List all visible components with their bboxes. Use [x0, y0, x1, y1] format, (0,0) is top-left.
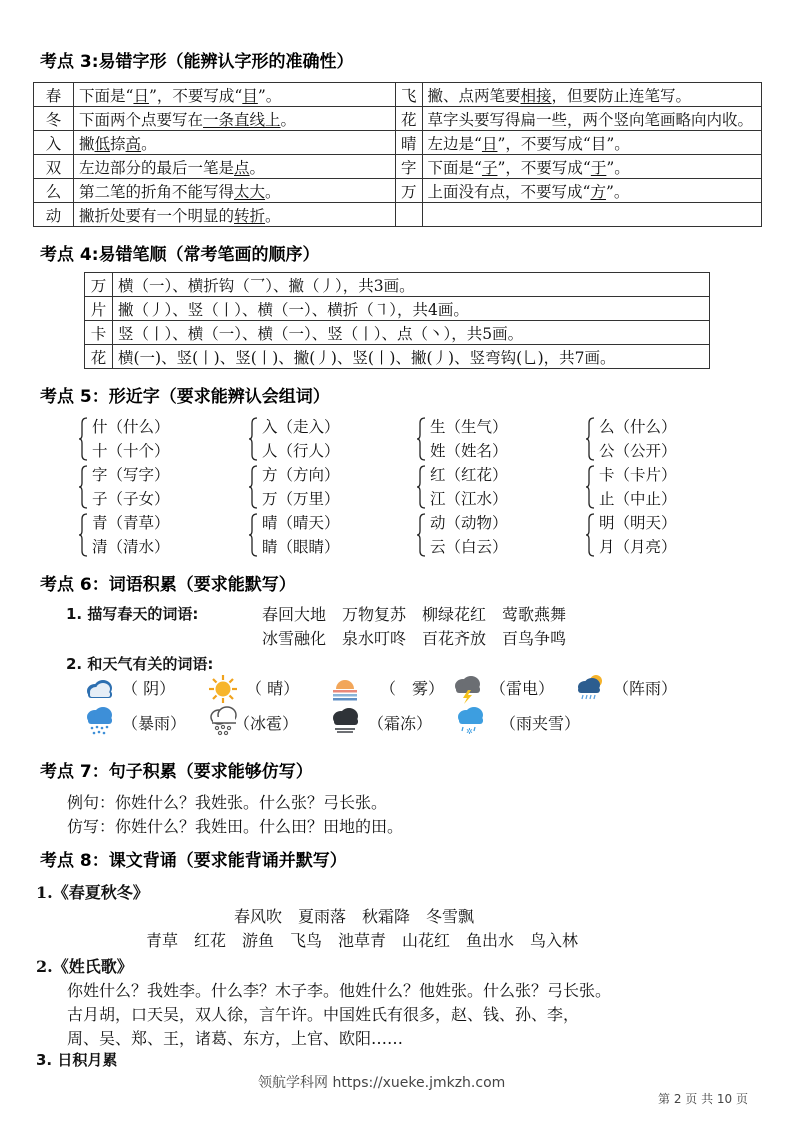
glyph-row: [34, 203, 762, 227]
note-text: 下面是“: [79, 86, 134, 105]
glyph-char: 晴: [396, 131, 423, 155]
poem-1-line-1: 春风吹 夏雨落 秋霜降 冬雪飘: [234, 907, 475, 926]
stroke-sequence: 撇（丿）、竖（丨）、横（一）、横折（㇕），共4画。: [113, 297, 710, 321]
daily-accumulation-title: 3. 日积月累: [36, 1051, 118, 1069]
section-8-title: 考点 8：课文背诵（要求能背诵并默写）: [40, 851, 347, 871]
similar-char-word: 子（子女）: [92, 490, 170, 508]
note-text: 。: [265, 182, 281, 201]
similar-char-word: 红（红花）: [430, 466, 508, 484]
emphasis: 子: [481, 158, 498, 177]
frost-icon: [330, 706, 360, 736]
note-text: 。: [249, 158, 266, 177]
glyph-note: [74, 155, 396, 179]
note-text: ”，不要写成“目”。: [497, 134, 630, 153]
poem-1-line-2: 青草 红花 游鱼 飞鸟 池草青 山花红 鱼出水 鸟入林: [146, 931, 579, 950]
glyph-char: 双: [34, 155, 74, 179]
brace-icon: [78, 417, 88, 461]
note-text: 左边是“: [427, 134, 482, 153]
note-text: ，但要防止连笔写。: [551, 86, 692, 105]
weather-label-cloudy: （ 阴）: [122, 679, 176, 698]
sleet-icon: [455, 706, 485, 736]
stroke-char: 卡: [85, 321, 113, 345]
note-text: 草字头要写得扁一些，两个竖向笔画略向内收。: [427, 110, 754, 129]
note-text: 。: [265, 206, 281, 225]
similar-char-word: 明（明天）: [599, 514, 677, 532]
glyph-char: 飞: [396, 83, 423, 107]
similar-char-pair: [92, 511, 170, 559]
note-text: ”，不要写成“: [497, 158, 591, 177]
spring-words-line-2: 冰雪融化 泉水叮咚 百花齐放 百鸟争鸣: [262, 629, 567, 648]
footer-site: 领航学科网 https://xueke.jmkzh.com: [258, 1075, 506, 1091]
section-4-title: 考点 4:易错笔顺（常考笔画的顺序）: [40, 245, 320, 265]
similar-char-pair: [430, 415, 508, 463]
note-text: 捺: [110, 134, 126, 153]
brace-icon: [248, 465, 258, 509]
fog-icon: [330, 674, 360, 704]
example-sentence: 例句：你姓什么？我姓张。什么张？弓长张。: [67, 793, 388, 812]
glyph-table: [33, 82, 762, 227]
stroke-sequence: 竖（丨）、横（一）、横（一）、竖（丨）、点（丶），共5画。: [113, 321, 710, 345]
similar-char-pair: [599, 463, 677, 511]
poem-1-title: 1.《春夏秋冬》: [36, 883, 149, 902]
weather-label-thunder: （雷电）: [490, 679, 555, 698]
note-text: 上面没有点，不要写成“: [427, 182, 591, 201]
brace-icon: [585, 465, 595, 509]
glyph-row: [34, 131, 762, 155]
similar-char-pair: [262, 511, 340, 559]
similar-char-word: 止（中止）: [599, 490, 677, 508]
similar-char-word: 字（写字）: [92, 466, 170, 484]
note-text: 撇折处要有一个明显的: [79, 206, 235, 225]
svg-text:✲: ✲: [466, 727, 473, 736]
stroke-char: 万: [85, 273, 113, 297]
glyph-row: [34, 155, 762, 179]
glyph-char: 花: [396, 107, 423, 131]
weather-words-heading: 2. 和天气有关的词语:: [66, 655, 214, 673]
emphasis: 日: [133, 86, 149, 105]
glyph-char: 冬: [34, 107, 74, 131]
similar-char-pair: [92, 463, 170, 511]
similar-char-pair: [262, 463, 340, 511]
similar-char-word: 姓（姓名）: [430, 442, 508, 460]
brace-icon: [78, 465, 88, 509]
rainstorm-icon: [84, 706, 114, 736]
weather-label-fog: （ 雾）: [380, 679, 445, 698]
emphasis: 日: [481, 134, 498, 153]
similar-char-pair: [599, 511, 677, 559]
emphasis: 转折: [234, 206, 266, 225]
glyph-note: [74, 131, 396, 155]
glyph-char: 万: [396, 179, 423, 203]
section-7-title: 考点 7：句子积累（要求能够仿写）: [40, 762, 313, 782]
similar-char-word: 入（走入）: [262, 418, 340, 436]
stroke-row: [85, 273, 710, 297]
glyph-char: 动: [34, 203, 74, 227]
poem-2-line-2: 古月胡，口天吴，双人徐，言午许。中国姓氏有很多，赵、钱、孙、李，: [67, 1005, 580, 1024]
stroke-row: [85, 345, 710, 369]
glyph-note: [422, 83, 761, 107]
thunder-icon: [452, 674, 482, 704]
weather-label-sun: （ 晴）: [246, 679, 300, 698]
emphasis: 相接: [520, 86, 552, 105]
glyph-row: [34, 179, 762, 203]
brace-icon: [416, 417, 426, 461]
brace-icon: [78, 513, 88, 557]
brace-icon: [585, 513, 595, 557]
similar-char-pair: [430, 463, 508, 511]
note-text: ”。: [605, 182, 630, 201]
stroke-sequence: 横(一)、竖(丨)、竖(丨)、撇(丿)、竖(丨)、撇(丿)、竖弯钩(乚)，共7画。: [113, 345, 710, 369]
stroke-order-table: [84, 272, 710, 369]
note-text: 下面两个点要写在: [79, 110, 204, 129]
similar-char-word: 什（什么）: [92, 418, 170, 436]
emphasis: 太大: [234, 182, 266, 201]
similar-char-word: 万（万里）: [262, 490, 340, 508]
glyph-char: [396, 203, 423, 227]
similar-char-word: 月（月亮）: [599, 538, 677, 556]
brace-icon: [416, 465, 426, 509]
poem-2-line-3: 周、吴、郑、王，诸葛、东方，上官、欧阳……: [67, 1029, 404, 1048]
section-5-title: 考点 5：形近字（要求能辨认会组词）: [40, 387, 330, 407]
stroke-row: [85, 321, 710, 345]
spring-words-heading: 1. 描写春天的词语:: [66, 605, 199, 623]
similar-char-word: 晴（晴天）: [262, 514, 340, 532]
similar-char-pair: [262, 415, 340, 463]
brace-icon: [248, 417, 258, 461]
emphasis: 低: [94, 134, 111, 153]
weather-label-sleet: （雨夹雪）: [500, 714, 581, 733]
note-text: 。: [141, 134, 157, 153]
similar-char-word: 么（什么）: [599, 418, 677, 436]
similar-char-word: 动（动物）: [430, 514, 508, 532]
glyph-char: 么: [34, 179, 74, 203]
similar-char-pair: [92, 415, 170, 463]
similar-char-word: 卡（卡片）: [599, 466, 677, 484]
note-text: 撇、点两笔要: [427, 86, 521, 105]
sun-icon: [208, 674, 238, 704]
glyph-note: [422, 179, 761, 203]
similar-char-pair: [430, 511, 508, 559]
weather-label-hail: （冰雹）: [234, 714, 299, 733]
section-3-title: 考点 3:易错字形（能辨认字形的准确性）: [40, 52, 354, 72]
similar-char-pair: [599, 415, 677, 463]
similar-char-word: 方（方向）: [262, 466, 340, 484]
glyph-note: [422, 155, 761, 179]
emphasis: 于: [590, 158, 607, 177]
stroke-char: 花: [85, 345, 113, 369]
note-text: 左边部分的最后一笔是: [79, 158, 235, 177]
similar-char-word: 江（江水）: [430, 490, 508, 508]
cloudy-icon: [84, 674, 114, 704]
similar-char-word: 清（清水）: [92, 538, 170, 556]
weather-label-rainstorm: （暴雨）: [122, 714, 187, 733]
poem-2-title: 2.《姓氏歌》: [36, 957, 133, 976]
brace-icon: [248, 513, 258, 557]
emphasis: 一条直线上: [203, 110, 281, 129]
glyph-row: [34, 83, 762, 107]
glyph-note: [74, 203, 396, 227]
glyph-note: [74, 83, 396, 107]
emphasis: 高: [125, 134, 142, 153]
similar-char-word: 生（生气）: [430, 418, 508, 436]
shower-icon: [575, 672, 605, 702]
emphasis: 目: [242, 86, 258, 105]
emphasis: 方: [590, 182, 606, 201]
similar-char-word: 睛（眼睛）: [262, 538, 340, 556]
similar-char-word: 十（十个）: [92, 442, 170, 460]
similar-char-word: 云（白云）: [430, 538, 508, 556]
brace-icon: [416, 513, 426, 557]
glyph-note: [74, 107, 396, 131]
similar-char-word: 人（行人）: [262, 442, 340, 460]
weather-label-shower: （阵雨）: [613, 679, 678, 698]
note-text: 撇: [79, 134, 95, 153]
section-6-title: 考点 6：词语积累（要求能默写）: [40, 575, 296, 595]
glyph-note: [422, 107, 761, 131]
similar-char-word: 青（青草）: [92, 514, 170, 532]
glyph-char: 入: [34, 131, 74, 155]
glyph-note: [422, 203, 761, 227]
stroke-row: [85, 297, 710, 321]
glyph-row: [34, 107, 762, 131]
page-number: 第 2 页 共 10 页: [658, 1092, 748, 1106]
note-text: 。: [280, 110, 297, 129]
emphasis: 点: [234, 158, 250, 177]
glyph-char: 字: [396, 155, 423, 179]
poem-2-line-1: 你姓什么？我姓李。什么李？木子李。他姓什么？他姓张。什么张？弓长张。: [67, 981, 612, 1000]
glyph-char: 春: [34, 83, 74, 107]
stroke-sequence: 横（一）、横折钩（乛）、撇（丿），共3画。: [113, 273, 710, 297]
glyph-note: [74, 179, 396, 203]
similar-char-word: 公（公开）: [599, 442, 677, 460]
weather-label-frost: （霜冻）: [368, 714, 433, 733]
imitation-sentence: 仿写：你姓什么？我姓田。什么田？田地的田。: [67, 817, 404, 836]
note-text: ”，不要写成“: [148, 86, 243, 105]
note-text: ”。: [606, 158, 630, 177]
note-text: 下面是“: [427, 158, 482, 177]
brace-icon: [585, 417, 595, 461]
note-text: 第二笔的折角不能写得: [79, 182, 235, 201]
spring-words-line-1: 春回大地 万物复苏 柳绿花红 莺歌燕舞: [262, 605, 567, 624]
stroke-char: 片: [85, 297, 113, 321]
note-text: ”。: [257, 86, 282, 105]
glyph-note: [422, 131, 761, 155]
